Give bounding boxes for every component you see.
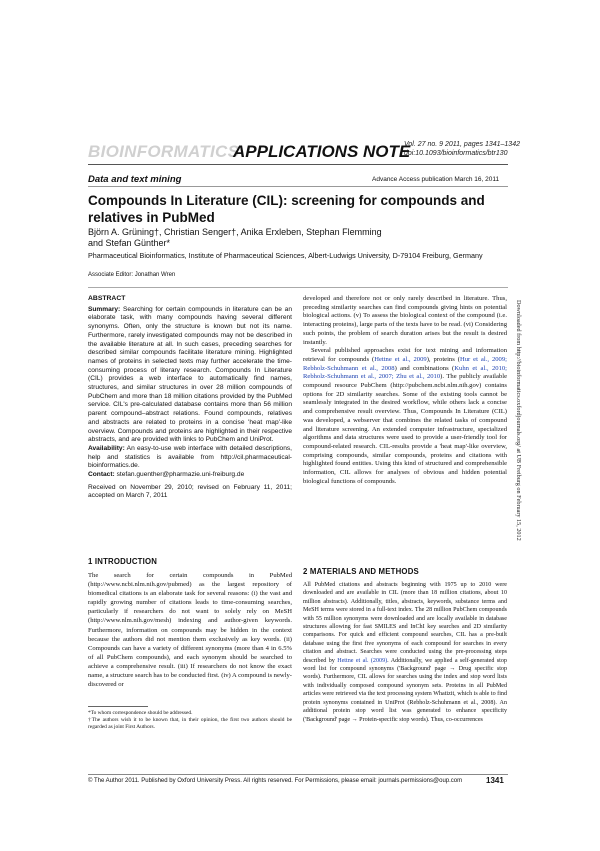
intro-heading: 1 INTRODUCTION bbox=[88, 557, 158, 566]
download-sidebar: Downloaded from http://bioinformatics.oxfordjournals.org/ at UB Freiburg on February 15, 2012 bbox=[515, 300, 522, 541]
footnote-rule bbox=[88, 706, 148, 707]
copyright-footer: © The Author 2011. Published by Oxford University Press. All rights reserved. For Permissions, please email: journals.permissions@oup.com bbox=[88, 778, 463, 784]
contact-email[interactable]: stefan.guenther@pharmazie.uni-freiburg.de bbox=[116, 471, 245, 479]
contact-label: Contact: bbox=[88, 471, 115, 479]
summary-text: Searching for certain compounds in literature can be an elaborate task, with many compounds having several different synonyms. Often, only the structure is known but not its name. Furthermore, rarely investigated compounds may not be described in the available literature at all. In such cases, preceding searches for described similar compounds facilitate literature mining. Highlighted names of proteins in selected texts may further accelerate the time-consuming process of literary research. Compounds In Literature (CIL) provides a web interface to automatically find names, structures, and similar structures in over 28 million compounds of PubChem and more than 18 million citations provided by the PubMed service. CIL's pre-calculated database contains more than 56 million parent compound–abstract relations. Found compounds, relatives and abstracts are related to proteins in a concise 'heat map'-like overview. Compounds and proteins are highlighted in their respective abstracts, and are provided with links to PubChem and UniProt. bbox=[88, 305, 292, 444]
received-dates: Received on November 29, 2010; revised on February 11, 2011; accepted on March 7, 2011 bbox=[88, 483, 292, 500]
article-title: Compounds In Literature (CIL): screening for compounds and relatives in PubMed bbox=[88, 193, 485, 225]
authors-line-1: Björn A. Grüning†, Christian Senger†, Anika Erxleben, Stephan Flemming bbox=[88, 227, 382, 237]
m1-text-b: . Additionally, we applied a self-generated stop word list for compound synonyms ('Background' page → Drug specific stop words). Furthermore, CIL allows for searches using the index and stop word lists with individually composed compound synonym sets. Proteins in all PubMed articles were retrieved via the text processing system Whatizit, which is able to find protein synonyms contained in UniProt (Rebholz-Schuhmann et al., 2008). An additional protein stop word list was generated to enhance specificity ('Background' page → Protein-specific stop words). Thus, co-occurrences bbox=[303, 657, 507, 723]
volume-info bbox=[404, 140, 520, 158]
abstract-contact bbox=[88, 471, 292, 480]
affiliation: Pharmaceutical Bioinformatics, Institute of Pharmaceutical Sciences, Albert-Ludwigs University, D-79104 Freiburg, Germany bbox=[88, 251, 483, 260]
journal-name: BIOINFORMATICS bbox=[88, 142, 240, 161]
abstract-summary bbox=[88, 306, 292, 445]
p2-text-c: ) and combinations ( bbox=[394, 364, 455, 372]
ref-hettne-2009[interactable]: Hettne et al., 2009 bbox=[374, 355, 427, 363]
p2-text-d: ). The publicly available compound resource PubChem (http://pubchem.ncbi.nlm.nih.gov) contains options for 2D similarity searches. Some of the existing tools cannot be seamlessly integrated in the desired workflow, while others lack a concise and comprehensive result overview. Thus, Compounds In Literature (CIL) was developed, a webserver that combines the related tasks of compound and literature screening. An extended computer infrastructure, specialized algorithms and data structures were used to provide a user-friendly tool for compound-related research. CIL-results provide a 'heat map'-like overview, comprising compounds, similar compounds, proteins and citations with highlighted found entities. Using this kind of structured and comprehensible information, CIL allows for analyses of obvious and hidden potential biological functions of compounds. bbox=[303, 373, 507, 485]
footnote-joint-authors: †The authors wish it to be known that, in their opinion, the first two authors should be regarded as joint First Authors. bbox=[88, 717, 292, 730]
abstract-availability bbox=[88, 445, 292, 471]
availability-label: Availability: bbox=[88, 444, 125, 452]
ref-hettne-2009-b[interactable]: Hettne et al. (2009) bbox=[337, 657, 388, 664]
right-paragraph-2 bbox=[303, 347, 507, 486]
availability-text: An easy-to-use web interface with detailed descriptions, help and statistics is available from http://cil.pharmaceutical-bioinformatics.de. bbox=[88, 444, 293, 470]
authors-line-2: and Stefan Günther* bbox=[88, 238, 171, 248]
abstract-heading: ABSTRACT bbox=[88, 295, 126, 302]
p2-text-a: Several published approaches exist for text mining and information retrieval for compounds ( bbox=[303, 347, 507, 363]
authors bbox=[88, 227, 508, 249]
intro-text bbox=[88, 571, 292, 689]
right-column bbox=[303, 295, 507, 486]
abstract-rule bbox=[88, 287, 508, 288]
summary-label: Summary: bbox=[88, 305, 121, 313]
section-tag: Data and text mining bbox=[88, 174, 182, 185]
advance-access: Advance Access publication March 16, 2011 bbox=[372, 176, 500, 183]
m1-text-a: All PubMed citations and abstracts beginning with 1975 up to 2010 were downloaded and are available in CIL (more than 18 million citations, about 10 million abstracts). Additionally, titles, abstracts, keywords, substance terms and MeSH terms were stored in a full-text index. The 28 million PubChem compounds with 55 million synonyms were downloaded and are locally available in database structures allowing for fast SMILES and InChI key searches and 2D similarity comparisons. For quick and efficient compound searches, CIL has a pre-built database using the first five synonyms of each compound for searches in every citation and abstract. Searches were conducted using the pre-processing steps described by bbox=[303, 582, 507, 664]
footnote-correspondence: *To whom correspondence should be addressed. bbox=[88, 710, 193, 716]
methods-text bbox=[303, 581, 507, 724]
intro-paragraph: The search for certain compounds in PubMed (http://www.ncbi.nlm.nih.gov/pubmed) as the largest repository of biomedical citations is an elaborate task for several reasons: (i) the vast and rapidly growing number of citations leads to time-consuming searches, particularly if researchers do not want to solely rely on MeSH (http://www.nlm.nih.gov/mesh) indexing and author-given keywords. Furthermore, information on compounds may be hidden in the context because the authors did not mention them exclusively as key words. (ii) Compounds can have a variety of different synonyms (more than 4 in 6.5% of all PubChem compounds), and each synonym should be searched to achieve a comprehensive result. (iii) If researchers do not know the exact name, a structure search has to be conducted first. (iv) A compound is newly-discovered or bbox=[88, 572, 292, 689]
p2-text-b: ), proteins ( bbox=[426, 355, 460, 363]
page-number: 1341 bbox=[486, 776, 504, 785]
footer-rule bbox=[88, 774, 508, 775]
doi[interactable]: doi:10.1093/bioinformatics/btr130 bbox=[404, 150, 508, 157]
methods-heading: 2 MATERIALS AND METHODS bbox=[303, 567, 419, 576]
ref-hur-rebholz[interactable]: Hur et al., 2009; Rebholz-Schuhmann et al., 2008 bbox=[303, 355, 507, 372]
article-type: APPLICATIONS NOTE bbox=[233, 142, 411, 161]
abstract-block bbox=[88, 295, 292, 501]
volume-pages: Vol. 27 no. 9 2011, pages 1341–1342 bbox=[404, 141, 520, 148]
right-paragraph-1: developed and therefore not or only rarely described in literature. Thus, preceding similarity searches can find compounds giving hints on potential biological actions. (v) To assess the biological context of the compound (i.e. interacting proteins), large parts of the texts have to be read. (vi) Considering such points, the problem of search duration arises but the result is desired instantly. bbox=[303, 295, 507, 346]
header-rule bbox=[88, 164, 508, 165]
methods-paragraph bbox=[303, 581, 507, 724]
title-rule bbox=[88, 186, 508, 187]
associate-editor: Associate Editor: Jonathan Wren bbox=[88, 272, 176, 278]
footnotes bbox=[88, 710, 292, 731]
ref-kuhn-rebholz-zhu[interactable]: Kuhn et al., 2010; Rebholz-Schuhmann et al., 2007; Zhu et al., 2010 bbox=[303, 364, 508, 381]
